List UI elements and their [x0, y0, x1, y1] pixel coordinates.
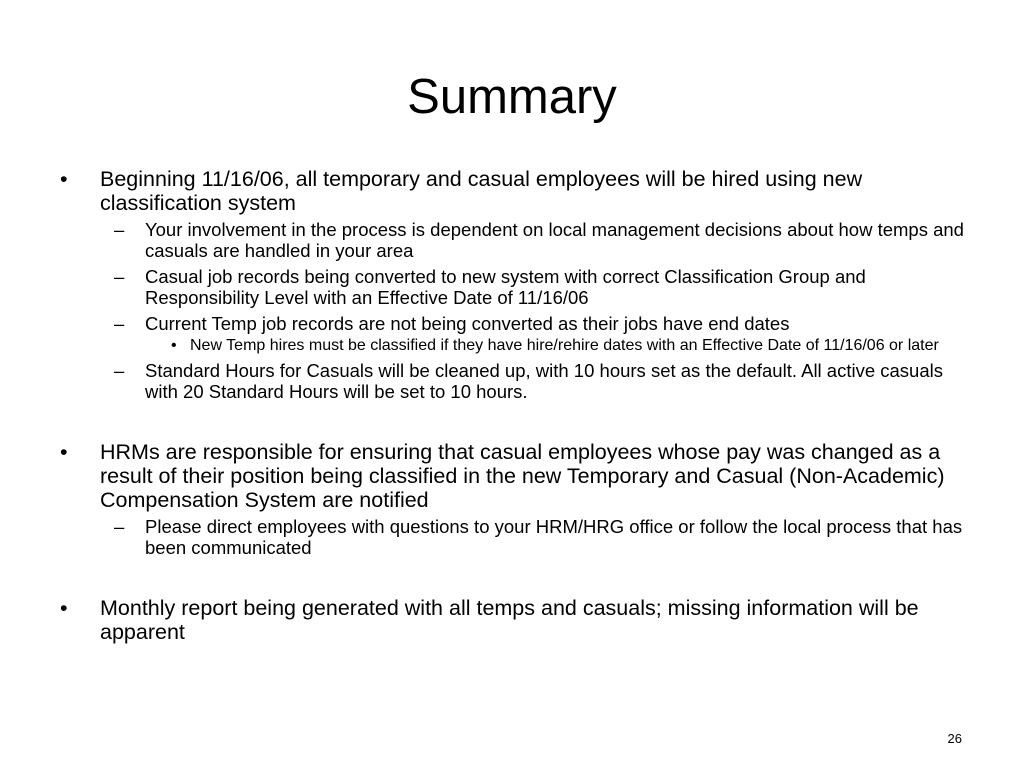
sub-bullet-text: Standard Hours for Casuals will be cleaned up, with 10 hours set as the default. All active casuals with 20 Standard Hours will be set to 10 hours.	[145, 360, 943, 402]
sub-bullet-item	[58, 266, 968, 308]
sub-bullet-marker: –	[114, 360, 125, 381]
bullet-text: Beginning 11/16/06, all temporary and casual employees will be hired using new classification system	[100, 167, 863, 215]
sub-bullet-text: Current Temp job records are not being converted as their jobs have end dates	[145, 313, 790, 334]
bullet-text: HRMs are responsible for ensuring that casual employees whose pay was changed as a result of their position being classified in the new Temporary and Casual (Non-Academic) Compensation System are notified	[100, 440, 945, 512]
sub-bullet-text: Casual job records being converted to new system with correct Classification Group and Responsibility Level with an Effective Date of 11/16/06	[145, 266, 866, 308]
sub-sub-bullet-marker: •	[171, 337, 177, 354]
bullet-item	[58, 440, 968, 512]
page-number: 26	[947, 731, 962, 746]
sub-bullet-item	[58, 219, 968, 261]
bullet-item	[58, 167, 968, 215]
sub-bullet-text: Your involvement in the process is dependent on local management decisions about how temps and casuals are handled in your area	[145, 219, 964, 261]
sub-bullet-item	[58, 360, 968, 402]
sub-bullet-marker: –	[114, 516, 125, 537]
sub-bullet-text: Please direct employees with questions to your HRM/HRG office or follow the local process that has been communicated	[145, 516, 963, 558]
bullet-marker: •	[60, 440, 68, 464]
bullet-item	[58, 596, 968, 644]
sub-bullet-marker: –	[114, 219, 125, 240]
sub-sub-bullet-text: New Temp hires must be classified if they have hire/rehire dates with an Effective Date of 11/16/06 or later	[190, 337, 939, 354]
bullet-text: Monthly report being generated with all temps and casuals; missing information will be apparent	[100, 596, 919, 644]
bullet-marker: •	[60, 596, 68, 620]
sub-bullet-marker: –	[114, 313, 125, 334]
slide-title: Summary	[407, 70, 617, 124]
bullet-marker: •	[60, 167, 68, 191]
sub-bullet-marker: –	[114, 266, 125, 287]
sub-bullet-item	[58, 313, 968, 334]
sub-sub-bullet-item	[58, 337, 968, 355]
sub-bullet-item	[58, 516, 968, 558]
bullet-list	[58, 167, 968, 644]
